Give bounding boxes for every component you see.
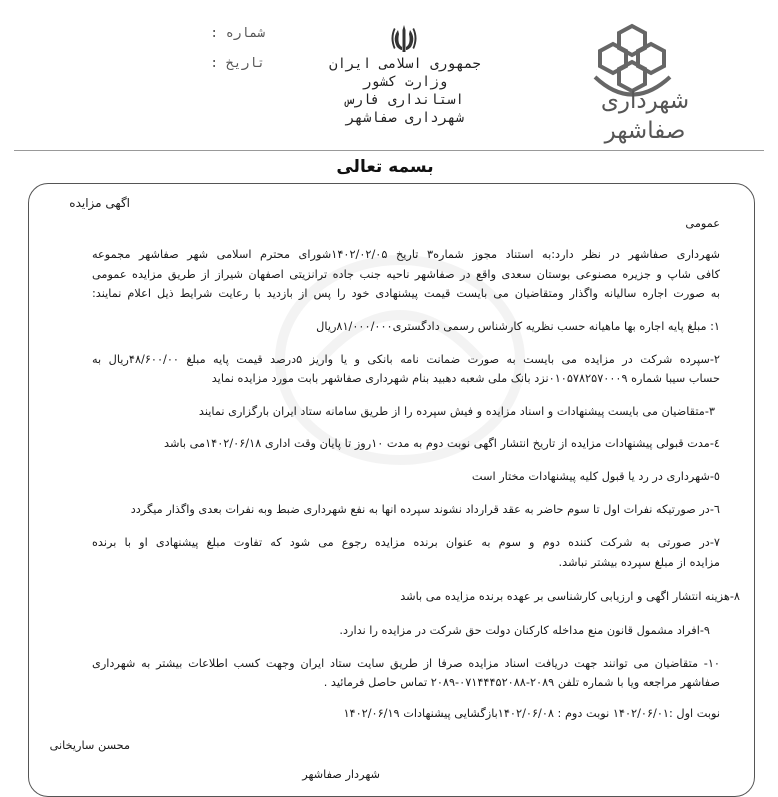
clause-6: ٦-در صورتیکه نفرات اول تا سوم حاضر به عقد قرارداد نشوند سپرده انها به نفع شهرداری ضبط وبه نفرات بعدی واگذار میگردد [130, 503, 720, 516]
intro-line-3: به صورت اجاره سالیانه واگذار ومتقاضیان می بایست قیمت پیشنهادی خود را پس از بازدید با رعایت شرایط ذیل اعلام نمایند: [92, 287, 720, 300]
logo-text-city: صفاشهر [604, 118, 686, 144]
clause-7-line-1: ۷-در صورتی به شرکت کننده دوم و سوم به عنوان برنده مزایده رجوع می شود که تفاوت مبلغ پیشنهادی او با برنده [92, 536, 720, 549]
clause-7-line-2: مزایده از مبلغ سپرده بیشتر نباشد. [558, 556, 720, 569]
gov-line-republic: جمهوری اسلامی ایران [329, 56, 481, 72]
header-divider [14, 150, 764, 151]
clause-8: ۸-هزینه انتشار اگهی و ارزیابی کارشناسی بر عهده برنده مزایده می باشد [400, 590, 740, 603]
clause-3: ۳-متقاضیان می بایست پیشنهادات و اسناد مزایده و فیش سپرده را از طریق سامانه ستاد ایران بارگزاری نمایند [198, 405, 715, 418]
iran-emblem-icon [387, 22, 421, 56]
intro-line-1: شهرداری صفاشهر در نظر دارد:به استناد مجوز شماره۳ تاریخ ۱۴۰۲/۰۲/۰۵شورای محترم اسلامی شهر صفاشهر مجموعه [92, 248, 720, 261]
gov-line-municipality: شهرداری صفاشهر [345, 110, 464, 126]
date-label: تاریخ : [210, 56, 265, 71]
clause-10-line-1: ۱۰- متقاضیان می توانند جهت دریافت اسناد مزایده صرفا از طریق سایت ستاد ایران وجهت کسب اطلاعات بیشتر به شهرداری [92, 657, 720, 670]
gov-line-governorate: استانداری فارس [345, 92, 464, 108]
logo-text-municipality: شهرداری [600, 88, 690, 114]
notice-title: اگهی مزایده [69, 196, 130, 210]
signer-name: محسن ساریخانی [49, 739, 130, 752]
notice-subtitle: عمومی [685, 217, 720, 230]
clause-10-line-2: صفاشهر مراجعه ویا با شماره تلفن ۲۰۸۹-۰۷۱۴۴۴۵۲۰۸۸-۲۰۸۹ تماس حاصل فرمائید . [323, 676, 720, 689]
clause-4: ٤-مدت قبولی پیشنهادات مزایده از تاریخ انتشار اگهی نوبت دوم به مدت ۱۰روز تا پایان وقت اداری ۱۴۰۲/۰۶/۱۸می باشد [164, 437, 720, 450]
gov-line-ministry: وزارت کشور [362, 74, 448, 90]
clause-9: ۹-افراد مشمول قانون منع مداخله کارکنان دولت حق شرکت در مزایده را ندارد. [339, 624, 710, 637]
clause-1: ۱: مبلغ پایه اجاره بها ماهیانه حسب نظریه کارشناس رسمی دادگستری۸۱/۰۰۰/۰۰۰ریال [316, 320, 720, 333]
number-label: شماره : [210, 26, 265, 41]
notice-dates: نوبت اول :۱۴۰۲/۰۶/۰۱ نوبت دوم : ۱۴۰۲/۰۶/۰۸بازگشایی پیشنهادات ۱۴۰۲/۰۶/۱۹ [343, 707, 720, 720]
bismillah-heading: بسمه تعالی [336, 157, 434, 177]
intro-line-2: کافی شاپ و جزیره مصنوعی بوستان سعدی واقع در صفاشهر ناحیه جنب جاده ترانزیتی اصفهان شیراز از طریق مزایده عمومی [92, 268, 720, 281]
clause-2-line-2: حساب سیبا شماره ۰۱۰۵۷۸۲۵۷۰۰۰۹نزد بانک ملی شعبه دهبید بنام شهرداری صفاشهر بابت مورد مزایده نماید [211, 372, 720, 385]
clause-2-line-1: ۲-سپرده شرکت در مزایده می بایست به صورت ضمانت نامه بانکی و یا واریز ۵درصد قیمت پایه مبلغ ۴۸/۶۰۰/۰۰ریال به [92, 353, 720, 366]
clause-5: ٥-شهرداری در رد یا قبول کلیه پیشنهادات مختار است [471, 470, 720, 483]
signer-title: شهردار صفاشهر [302, 768, 380, 781]
